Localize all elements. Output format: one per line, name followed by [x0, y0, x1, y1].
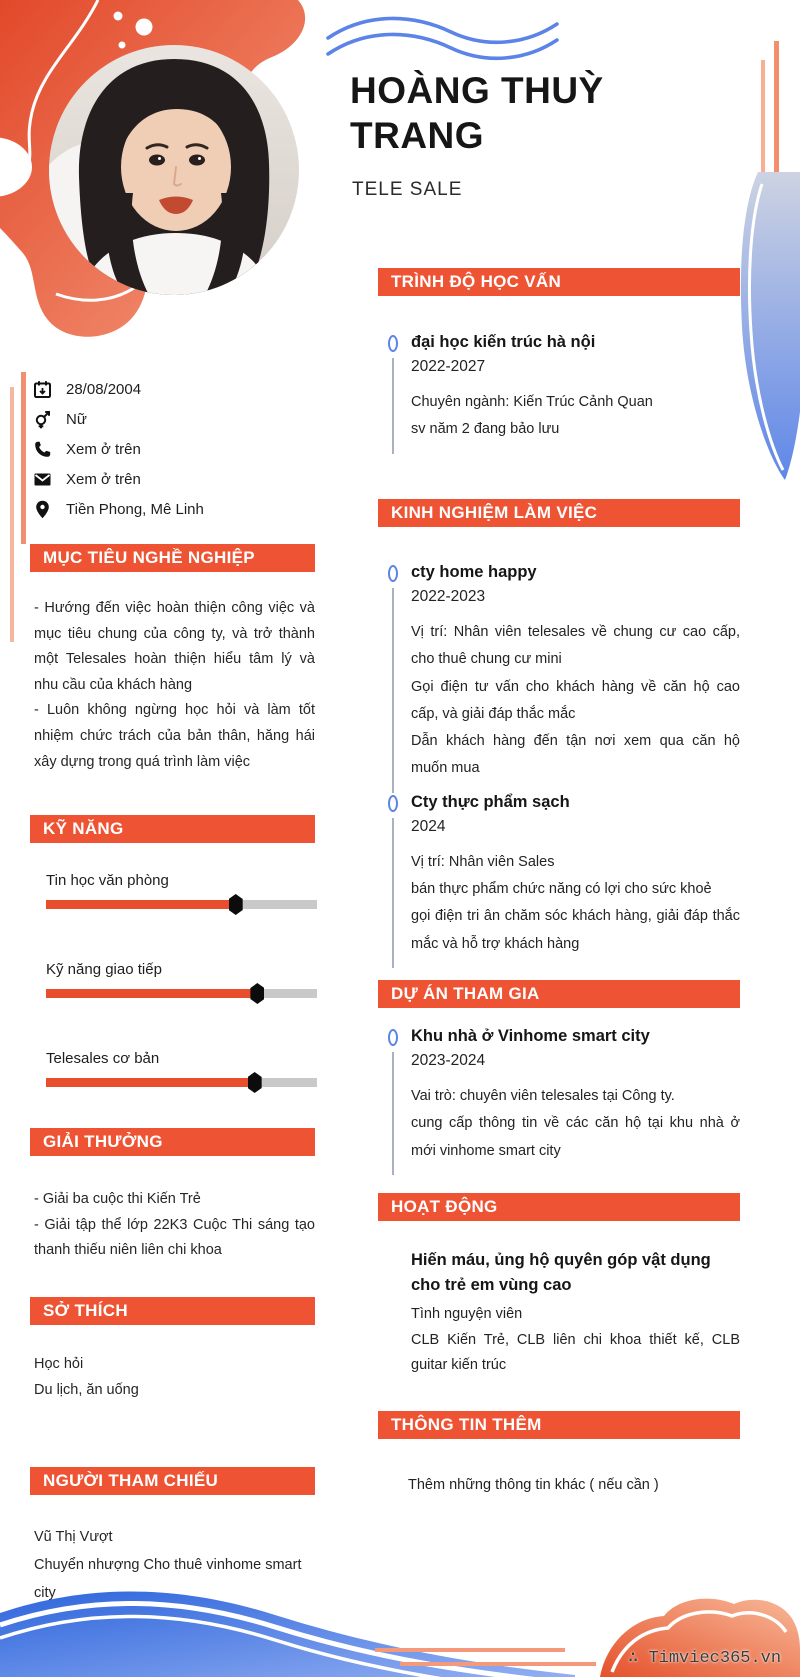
skill-item	[30, 961, 315, 998]
contact-row-gender	[30, 404, 315, 434]
accent-line-bottom-2	[400, 1662, 596, 1666]
award-item: - Giải tập thể lớp 22K3 Cuộc Thi sáng tạo thanh thiếu niên liên chi khoa	[34, 1216, 315, 1259]
education-detail: Chuyên ngành: Kiến Trúc Cảnh Quan	[411, 394, 653, 410]
calendar-icon	[33, 380, 52, 399]
experience-detail: Vị trí: Nhân viên telesales về chung cư cao cấp, cho thuê chung cư mini	[411, 624, 740, 668]
phone-icon	[33, 440, 52, 459]
skill-slider	[46, 900, 317, 909]
location-icon	[33, 500, 52, 519]
additional-note: Thêm những thông tin khác ( nếu cần )	[408, 1477, 659, 1493]
hobby-item: Du lịch, ăn uống	[34, 1381, 139, 1398]
education-entry	[378, 332, 740, 444]
activities-header: HOẠT ĐỘNG	[378, 1193, 740, 1221]
slider-thumb	[248, 1072, 262, 1093]
skill-slider-fill	[46, 900, 236, 909]
objective-text: - Luôn không ngừng học hỏi và làm tốt nhiệm chức trách của bản thân, hăng hái xây dựng trong quá trình làm việc	[34, 702, 315, 770]
birthday-value: 28/08/2004	[66, 380, 142, 398]
skills-header: KỸ NĂNG	[30, 815, 315, 843]
activity-entry	[378, 1248, 740, 1379]
project-detail: Vai trò: chuyên viên telesales tại Công ty.	[411, 1088, 675, 1104]
additional-header: THÔNG TIN THÊM	[378, 1411, 740, 1439]
profile-photo	[49, 45, 299, 295]
hobbies-header: SỞ THÍCH	[30, 1297, 315, 1325]
section-activities	[378, 1193, 740, 1379]
contact-row-email	[30, 464, 315, 494]
experience-period: 2022-2023	[411, 588, 486, 605]
activity-detail: CLB Kiến Trẻ, CLB liên chi khoa thiết kế, CLB guitar kiến trúc	[411, 1331, 740, 1373]
watermark-brand[interactable]	[628, 1647, 781, 1668]
activity-detail: Tình nguyện viên	[411, 1306, 523, 1322]
reference-header: NGƯỜI THAM CHIẾU	[30, 1467, 315, 1495]
company-name: cty home happy	[411, 563, 537, 581]
experience-detail: Dẫn khách hàng đến tận nơi xem qua căn hộ muốn mua	[411, 733, 740, 777]
hobby-item: Học hỏi	[34, 1356, 84, 1372]
section-additional	[378, 1411, 740, 1493]
award-item: - Giải ba cuộc thi Kiến Trẻ	[34, 1191, 201, 1207]
reference-role: Chuyển nhượng Cho thuê vinhome smart city	[34, 1557, 302, 1601]
section-projects	[378, 980, 740, 1165]
blue-teardrop-decoration	[738, 172, 800, 484]
gender-value: Nữ	[66, 410, 87, 428]
section-objective	[30, 544, 315, 775]
objective-text: - Hướng đến việc hoàn thiện công việc và mục tiêu chung của công ty, và trở thành một Telesales hoàn thiện hiểu tâm lý và nhu cầu của khách hàng	[34, 600, 315, 693]
accent-line-bottom-1	[375, 1648, 565, 1652]
accent-line-left-2	[21, 372, 26, 544]
person-name: HOÀNG THUỲ TRANG	[350, 70, 604, 156]
project-name: Khu nhà ở Vinhome smart city	[411, 1027, 650, 1045]
section-education	[378, 268, 740, 444]
school-name: đại học kiến trúc hà nội	[411, 333, 596, 351]
accent-line-left-1	[10, 387, 14, 642]
experience-detail: Vị trí: Nhân viên Sales	[411, 853, 555, 870]
email-value: Xem ở trên	[66, 470, 141, 488]
brand-mark: ∴	[628, 1649, 639, 1668]
email-icon	[33, 470, 52, 489]
section-awards	[30, 1128, 315, 1264]
activity-name: Hiến máu, ủng hộ quyên góp vật dụng cho trẻ em vùng cao	[411, 1251, 711, 1294]
experience-period: 2024	[411, 817, 446, 835]
skill-label: Kỹ năng giao tiếp	[46, 961, 162, 978]
education-header: TRÌNH ĐỘ HỌC VẤN	[378, 268, 740, 296]
education-period: 2022-2027	[411, 358, 486, 375]
skill-label: Telesales cơ bản	[46, 1050, 160, 1067]
contact-block	[30, 374, 315, 524]
section-skills	[30, 815, 315, 1139]
blue-waves-decoration	[325, 8, 565, 68]
skill-slider-fill	[46, 1078, 255, 1087]
brand-text: Timviec365.vn	[648, 1649, 782, 1668]
experience-entry	[378, 792, 740, 958]
address-value: Tiền Phong, Mê Linh	[66, 500, 204, 518]
skill-item	[30, 872, 315, 909]
contact-row-birthday	[30, 374, 315, 404]
job-title: TELE SALE	[352, 179, 463, 200]
portrait-illustration	[49, 45, 299, 295]
contact-row-phone	[30, 434, 315, 464]
skill-slider	[46, 989, 317, 998]
reference-name: Vũ Thị Vượt	[34, 1529, 113, 1545]
phone-value: Xem ở trên	[66, 440, 141, 458]
skill-slider	[46, 1078, 317, 1087]
gender-icon	[33, 410, 52, 429]
skill-slider-fill	[46, 989, 257, 998]
slider-thumb	[229, 894, 243, 915]
education-detail: sv năm 2 đang bảo lưu	[411, 421, 560, 438]
awards-header: GIẢI THƯỞNG	[30, 1128, 315, 1156]
experience-detail: gọi điện tri ân chăm sóc khách hàng, giải đáp thắc mắc và hỗ trợ khách hàng	[411, 908, 740, 952]
experience-header: KINH NGHIỆM LÀM VIỆC	[378, 499, 740, 527]
skill-label: Tin học văn phòng	[46, 872, 169, 889]
experience-detail: Gọi điện tư vấn cho khách hàng về căn hộ cao cấp, và giải đáp thắc mắc	[411, 678, 740, 722]
experience-entry	[378, 562, 740, 783]
projects-header: DỰ ÁN THAM GIA	[378, 980, 740, 1008]
project-detail: cung cấp thông tin về các căn hộ tại khu nhà ở mới vinhome smart city	[411, 1115, 740, 1159]
contact-row-address	[30, 494, 315, 524]
slider-thumb	[250, 983, 264, 1004]
project-entry	[378, 1026, 740, 1165]
experience-detail: bán thực phẩm chức năng có lợi cho sức khoẻ	[411, 881, 712, 898]
company-name: Cty thực phẩm sạch	[411, 792, 570, 811]
skill-item	[30, 1050, 315, 1087]
section-hobbies	[30, 1297, 315, 1403]
section-experience	[378, 499, 740, 958]
project-period: 2023-2024	[411, 1052, 486, 1069]
objective-header: MỤC TIÊU NGHỀ NGHIỆP	[30, 544, 315, 572]
